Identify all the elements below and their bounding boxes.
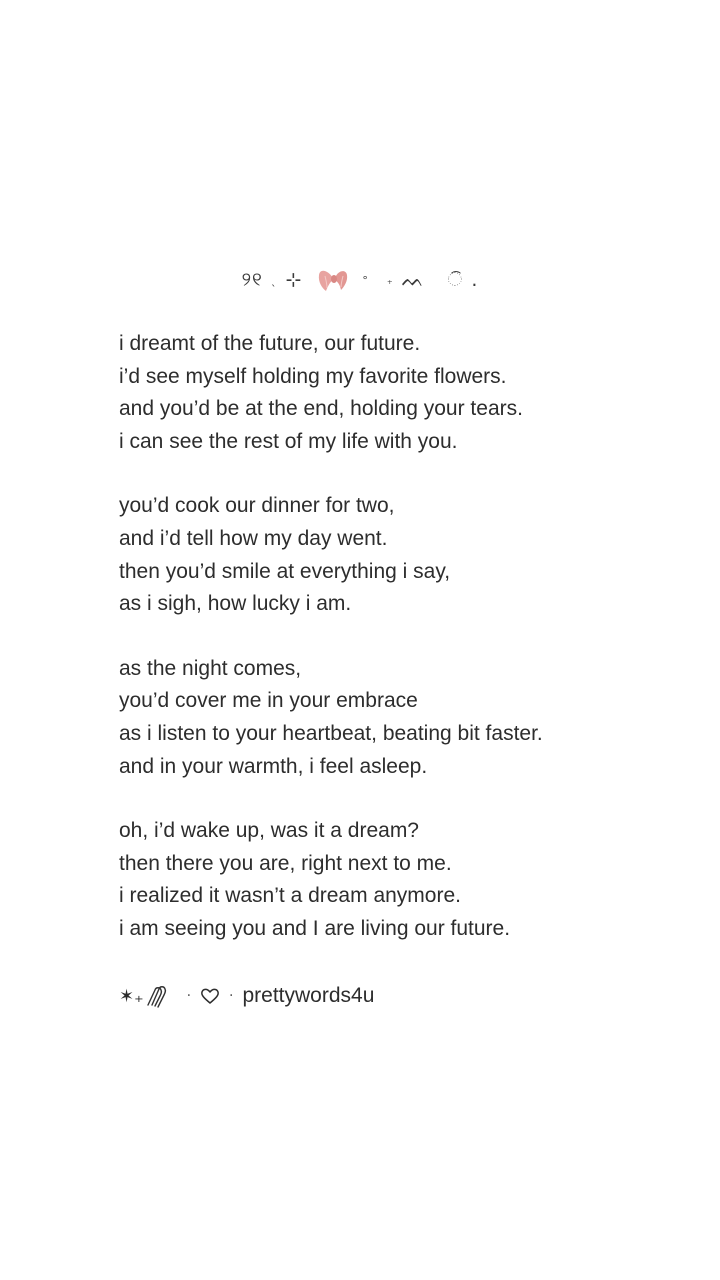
poem-line: as i sigh, how lucky i am. <box>119 592 352 616</box>
stanza-1 <box>119 328 679 458</box>
ribbon-glyph: ୨୧ <box>241 269 263 291</box>
signature-icons <box>119 983 170 1009</box>
dot-glyph: . <box>471 269 479 291</box>
swirl-glyph: ି <box>447 269 464 291</box>
plus-glyph: ₊ <box>386 273 394 287</box>
poem-line: i’d see myself holding my favorite flowers. <box>119 364 507 388</box>
poem-line: you’d cover me in your embrace <box>119 689 418 713</box>
stanza-3 <box>119 653 679 783</box>
poem-line: i realized it wasn’t a dream anymore. <box>119 884 461 908</box>
author-handle: prettywords4u <box>242 984 375 1007</box>
stanza-2 <box>119 490 679 620</box>
separator: · <box>186 988 192 1004</box>
poem-line: as i listen to your heartbeat, beating bit faster. <box>119 721 543 745</box>
header-decoration <box>0 262 720 298</box>
poem-line: i am seeing you and I are living our future. <box>119 916 511 940</box>
bow-icon <box>316 266 352 294</box>
poem-line: and in your warmth, i feel asleep. <box>119 754 428 778</box>
loop-glyph: ᨓ <box>401 269 426 291</box>
poem-line: then you’d smile at everything i say, <box>119 559 451 583</box>
poem-line: oh, i’d wake up, was it a dream? <box>119 819 419 843</box>
poem-line: you’d cook our dinner for two, <box>119 494 395 518</box>
sparkle-glyph: ⊹ <box>285 269 303 291</box>
poem-line: i can see the rest of my life with you. <box>119 429 458 453</box>
poem <box>119 328 679 978</box>
stanza-4 <box>119 815 679 945</box>
poem-line: as the night comes, <box>119 656 302 680</box>
poem-line: and i’d tell how my day went. <box>119 526 388 550</box>
separator: · <box>229 988 234 1004</box>
sparkle-icon: ✶₊ <box>119 985 144 1007</box>
heart-icon <box>200 987 220 1005</box>
degree-glyph: ° <box>362 273 369 287</box>
signature <box>119 979 374 1013</box>
poem-line: i dreamt of the future, our future. <box>119 332 421 355</box>
poem-line: then there you are, right next to me. <box>119 851 452 875</box>
poem-line: and you’d be at the end, holding your tears. <box>119 397 523 421</box>
tick-glyph: ˎ <box>270 273 278 287</box>
paperclip-icon <box>144 983 170 1009</box>
